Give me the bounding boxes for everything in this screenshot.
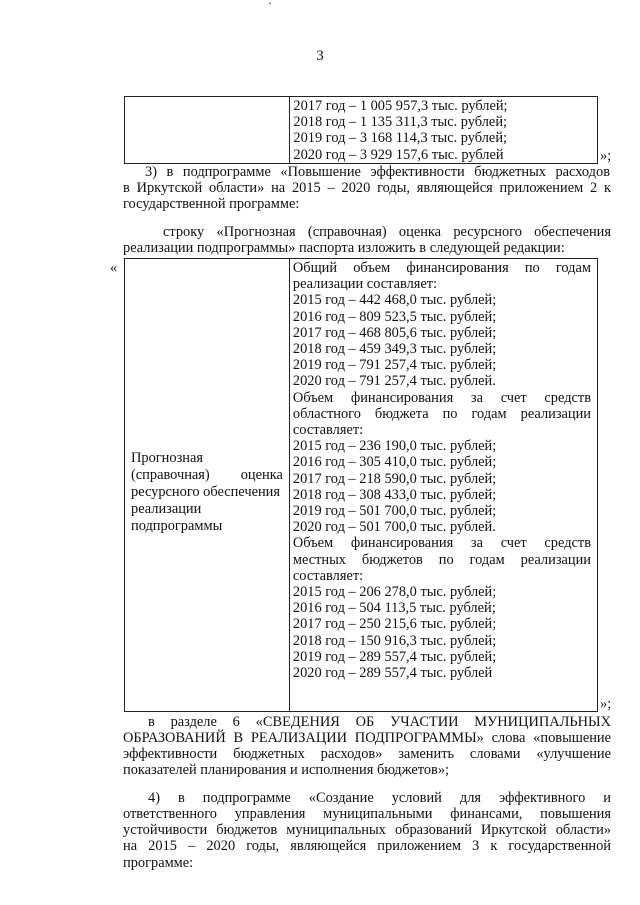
table-1-line: 2020 год – 3 929 157,6 тыс. рублей (293, 146, 504, 163)
table-2-line: 2018 год – 308 433,0 тыс. рублей; (292, 486, 497, 503)
table-2-line: 2019 год – 501 700,0 тыс. рублей; (292, 503, 497, 520)
table-2-line: 2017 год – 218 590,0 тыс. рублей; (292, 470, 497, 487)
paragraph-row-replacement (163, 224, 611, 240)
paragraph-row-replacement-cont (123, 240, 611, 256)
table-1-right-cell (290, 97, 598, 164)
table-1-line: 2019 год – 3 168 114,3 тыс. рублей; (293, 130, 508, 147)
paragraph-line: строку «Прогнозная (справочная) оценка ресурсного обеспечения (163, 224, 611, 240)
table-2-line: 2017 год – 250 215,6 тыс. рублей; (292, 616, 497, 633)
paragraph-line: государственной программе: (123, 196, 300, 213)
table-2-line: 2015 год – 236 190,0 тыс. рублей; (292, 438, 497, 455)
table-2-line: 2017 год – 468 805,6 тыс. рублей; (292, 324, 497, 341)
table-2-line: 2016 год – 504 113,5 тыс. рублей; (292, 600, 496, 617)
table-2-line: составляет: (292, 567, 364, 584)
table-2-line: 2020 год – 501 700,0 тыс. рублей. (292, 519, 496, 536)
paragraph-line: ответственного управления муниципальными финансами, повышения (123, 806, 611, 822)
table-2-opening-quote: « (110, 260, 118, 276)
table-2-line: 2016 год – 809 523,5 тыс. рублей; (292, 308, 497, 325)
paragraph-line: программе: (123, 854, 194, 871)
paragraph-line: в Иркутской области» на 2015 – 2020 годы, являющейся приложением 2 к (123, 180, 611, 196)
table-2-closing-quote: »; (600, 696, 612, 712)
paragraph-line: устойчивости бюджетов муниципальных образований Иркутской области» (123, 822, 611, 839)
table-2 (124, 258, 598, 712)
table-2-line: 2015 год – 442 468,0 тыс. рублей; (292, 292, 497, 309)
paragraph-line: эффективности бюджетных расходов» заменить словами «улучшение (123, 746, 611, 763)
table-1 (124, 96, 598, 164)
table-2-right-cell (289, 259, 597, 712)
table-1-left-cell (125, 97, 290, 164)
table-2-line: составляет: (292, 422, 364, 439)
left-cell-line: Прогнозная (131, 449, 203, 466)
table-1-line: 2018 год – 1 135 311,3 тыс. рублей; (293, 114, 508, 131)
paragraph-line: ОБРАЗОВАНИЙ В РЕАЛИЗАЦИИ ПОДПРОГРАММЫ» слова «повышение (123, 730, 611, 746)
paragraph-line: 3) в подпрограмме «Повышение эффективности бюджетных расходов (145, 164, 610, 180)
scan-mark: ` (268, 0, 272, 14)
table-2-line: 2018 год – 459 349,3 тыс. рублей; (292, 341, 497, 358)
paragraph-4-cont (123, 806, 611, 871)
left-cell-line: (справочная) оценка (131, 466, 283, 483)
table-2-line: 2020 год – 289 557,4 тыс. рублей (292, 665, 493, 682)
paragraph-3-cont (123, 180, 611, 212)
table-2-line: 2019 год – 791 257,4 тыс. рублей; (292, 357, 497, 374)
table-2-left-cell (125, 259, 290, 712)
table-2-line: Общий объем финансирования по годам (292, 260, 591, 276)
left-cell-line: подпрограммы (131, 517, 223, 534)
table-2-line: Объем финансирования за счет средств (292, 389, 591, 406)
paragraph-line: показателей планирования и исполнения бюджетов»; (123, 762, 450, 779)
paragraph-section-6 (148, 714, 611, 730)
paragraph-line: на 2015 – 2020 годы, являющейся приложением 3 к государственной (123, 838, 611, 855)
paragraph-line: реализации подпрограммы» паспорта изложить в следующей редакции: (123, 240, 565, 256)
left-cell-line: реализации (131, 500, 202, 517)
table-1-line: 2017 год – 1 005 957,3 тыс. рублей; (293, 98, 508, 114)
table-2-line: 2018 год – 150 916,3 тыс. рублей; (292, 632, 497, 649)
paragraph-4 (148, 790, 611, 806)
table-2-line: Объем финансирования за счет средств (292, 535, 591, 552)
table-2-line: областного бюджета по годам реализации (292, 405, 591, 422)
page-number: 3 (316, 48, 324, 64)
table-2-line: местных бюджетов по годам реализации (292, 551, 591, 568)
left-cell-line: ресурсного обеспечения (131, 483, 280, 500)
table-2-line: 2020 год – 791 257,4 тыс. рублей. (292, 373, 496, 390)
table-2-line: 2016 год – 305 410,0 тыс. рублей; (292, 454, 497, 471)
table-2-line: 2015 год – 206 278,0 тыс. рублей; (292, 584, 497, 601)
paragraph-line: в разделе 6 «СВЕДЕНИЯ ОБ УЧАСТИИ МУНИЦИПАЛЬНЫХ (148, 714, 611, 730)
paragraph-line: 4) в подпрограмме «Создание условий для эффективного и (148, 790, 611, 806)
table-2-line: реализации составляет: (292, 276, 438, 293)
table-2-line: 2019 год – 289 557,4 тыс. рублей; (292, 648, 497, 665)
table-1-closing-quote: »; (600, 148, 612, 164)
paragraph-section-6-cont (123, 730, 611, 779)
paragraph-3 (123, 164, 610, 180)
